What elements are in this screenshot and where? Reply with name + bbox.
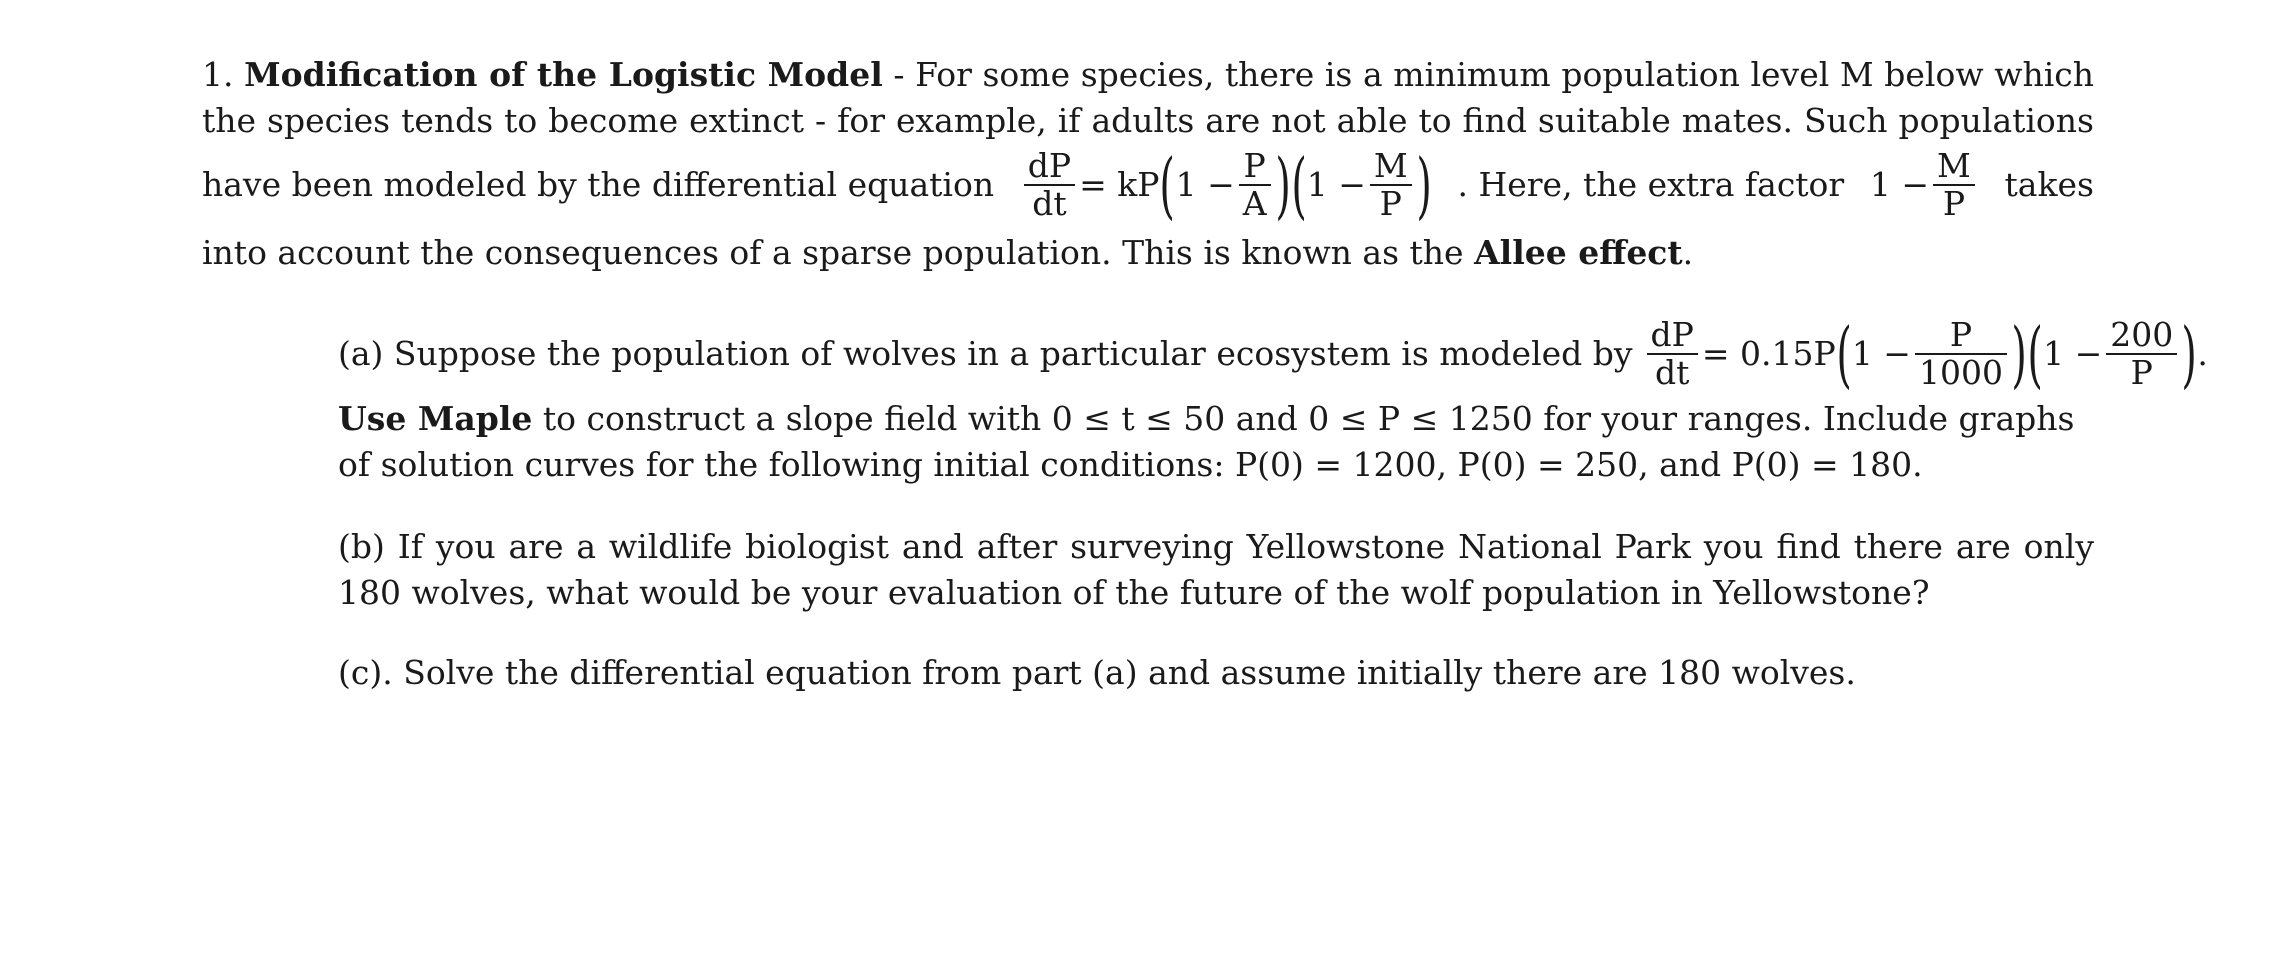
general-equation <box>1020 143 1432 227</box>
part-a-text-1: (a) Suppose the population of wolves in a particular ecosystem is modeled by <box>338 334 1633 373</box>
part-a-line-2 <box>338 396 2074 442</box>
use-maple: Use Maple <box>338 399 533 438</box>
problem-intro-2: the species tends to become extinct - for example, if adults are not able to find suitable mates. Such populations <box>202 101 2094 140</box>
part-a-equation <box>1643 312 2208 396</box>
part-a-f1-fraction <box>1915 317 2007 391</box>
general-f1-fraction <box>1239 148 1271 222</box>
part-a-lhs-fraction <box>1647 317 1698 391</box>
general-f2-one: 1 − <box>1306 165 1366 204</box>
part-a-lhs-num: dP <box>1647 317 1698 355</box>
part-a-text-3: of solution curves for the following initial conditions: P(0) = 1200, P(0) = 250, and P(0) = 180. <box>338 445 1923 484</box>
part-a-f2-fraction <box>2106 317 2177 391</box>
general-lhs-num: dP <box>1024 148 1075 186</box>
paren-close-icon: ) <box>1416 143 1432 227</box>
general-eq: = kP <box>1079 165 1160 204</box>
part-a-line-1 <box>338 304 2208 404</box>
part-b-text-1: (b) If you are a wildlife biologist and after surveying Yellowstone National Park you find there are only <box>338 527 2094 566</box>
part-a-f2-num: 200 <box>2106 317 2177 355</box>
extra-den: P <box>1942 184 1966 223</box>
part-a-lhs-den: dt <box>1655 353 1690 392</box>
part-c-line-1 <box>338 650 1856 696</box>
problem-intro-4-end: . <box>1682 233 1694 272</box>
part-b-line-1 <box>338 524 2094 570</box>
problem-title: Modification of the Logistic Model <box>244 55 883 94</box>
general-f1-one: 1 − <box>1175 165 1235 204</box>
part-b-line-2 <box>338 570 1930 616</box>
general-f1-den: A <box>1242 184 1267 223</box>
part-c-text-1: (c). Solve the differential equation from part (a) and assume initially there are 180 wolves. <box>338 653 1856 692</box>
part-a-eq: = 0.15P <box>1701 334 1836 373</box>
allee-effect: Allee effect <box>1474 233 1683 272</box>
extra-factor <box>1870 148 1979 222</box>
paren-open-icon: ( <box>1159 143 1176 227</box>
problem-intro-3-end: takes <box>2004 165 2094 204</box>
part-b-text-2: 180 wolves, what would be your evaluation of the future of the wolf population in Yellowstone? <box>338 573 1930 612</box>
extra-num: M <box>1933 148 1975 186</box>
paren-open-icon: ( <box>1836 312 1852 396</box>
part-a-f1-num: P <box>1915 317 2007 355</box>
part-a-f2-one: 1 − <box>2043 334 2103 373</box>
problem-line-1 <box>202 52 2094 98</box>
paren-open-icon: ( <box>2027 312 2043 396</box>
problem-line-2 <box>202 98 2094 144</box>
problem-intro-4-start: into account the consequences of a sparse population. This is known as the <box>202 233 1464 272</box>
general-lhs-den: dt <box>1032 184 1067 223</box>
paren-close-icon: ) <box>2181 312 2198 396</box>
part-a-f1-den: 1000 <box>1918 353 2003 392</box>
problem-line-3 <box>202 140 2094 230</box>
paren-open-icon: ( <box>1290 143 1307 227</box>
part-a-f1-one: 1 − <box>1851 334 1911 373</box>
part-a-text-2: to construct a slope field with 0 ≤ t ≤ 50 and 0 ≤ P ≤ 1250 for your ranges. Include graphs <box>542 399 2075 438</box>
problem-number: 1. <box>202 55 234 94</box>
part-a-line-1-end: . <box>2197 334 2208 373</box>
problem-intro-3-start: have been modeled by the differential equation <box>202 165 995 204</box>
paren-close-icon: ) <box>2011 312 2027 396</box>
general-f2-den: P <box>1379 184 1402 223</box>
problem-intro-3-after-eq: . Here, the extra factor <box>1457 165 1845 204</box>
extra-fraction <box>1933 148 1975 222</box>
problem-intro-1: - For some species, there is a minimum population level M below which <box>893 55 2094 94</box>
part-a-f2-den: P <box>2130 353 2153 392</box>
general-f2-fraction <box>1370 148 1412 222</box>
part-a-line-3 <box>338 442 1923 488</box>
general-f1-num: P <box>1239 148 1271 186</box>
extra-one: 1 − <box>1869 165 1930 204</box>
general-f2-num: M <box>1370 148 1412 186</box>
problem-line-4 <box>202 230 1693 276</box>
general-lhs-fraction <box>1024 148 1075 222</box>
paren-close-icon: ) <box>1274 143 1291 227</box>
